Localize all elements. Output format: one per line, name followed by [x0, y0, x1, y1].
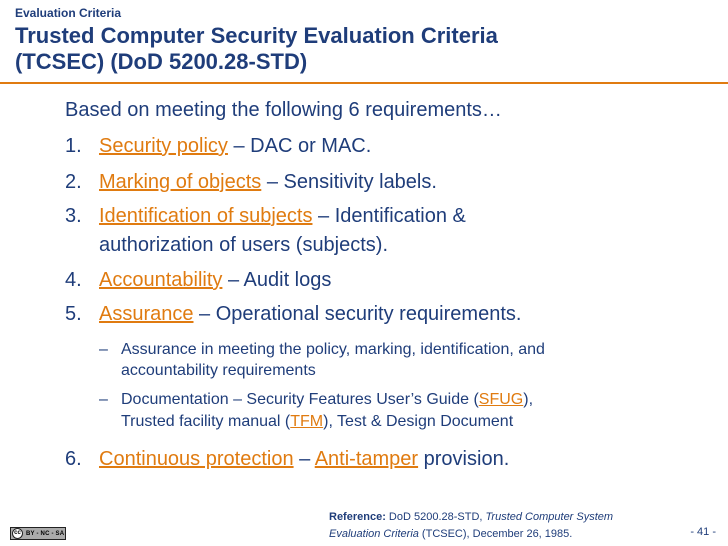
list-item	[99, 268, 331, 292]
sub-text: ), Test & Design Document	[323, 413, 514, 430]
title-line-1: Trusted Computer Security Evaluation Criteria	[15, 23, 498, 48]
item-number: 2.	[65, 171, 82, 193]
reference-italic: Evaluation Criteria	[329, 528, 419, 540]
sub-text: Trusted facility manual (	[121, 413, 291, 430]
sub-item-text-continued: accountability requirements	[121, 362, 316, 379]
term-link[interactable]: Security policy	[99, 135, 228, 157]
sub-text: Documentation – Security Features User’s Guide (	[121, 391, 479, 408]
sub-bullet: –	[99, 391, 108, 408]
list-item	[99, 302, 521, 326]
reference-note	[329, 509, 613, 543]
sub-item-text-continued	[121, 412, 513, 431]
page-number: - 41 -	[690, 526, 716, 538]
list-item	[99, 134, 371, 158]
list-item	[99, 170, 437, 194]
intro-text: Based on meeting the following 6 requirements…	[65, 99, 502, 121]
list-item	[99, 447, 509, 471]
term-link[interactable]: Accountability	[99, 269, 223, 291]
item-text: – Identification &	[312, 205, 466, 227]
item-text: provision.	[418, 448, 510, 470]
reference-line-2	[329, 526, 613, 543]
item-text: –	[293, 448, 315, 470]
list-item	[99, 204, 466, 228]
term-link[interactable]: Assurance	[99, 303, 194, 325]
term-link[interactable]: Identification of subjects	[99, 205, 313, 227]
term-link[interactable]: Marking of objects	[99, 171, 262, 193]
license-text: BY - NC - SA	[26, 530, 65, 537]
item-text: – Audit logs	[222, 269, 332, 291]
item-number: 4.	[65, 269, 82, 291]
sub-bullet: –	[99, 341, 108, 358]
title-line-2: (TCSEC) (DoD 5200.28-STD)	[15, 49, 308, 74]
item-number: 1.	[65, 135, 82, 157]
reference-text: DoD 5200.28-STD,	[385, 511, 486, 523]
cc-icon: cc	[12, 528, 23, 539]
cc-license-badge	[10, 527, 66, 540]
reference-italic: Trusted Computer System	[485, 511, 614, 523]
sub-item-text	[121, 390, 533, 409]
item-number: 5.	[65, 303, 82, 325]
tfm-link[interactable]: TFM	[290, 413, 324, 430]
reference-line-1	[329, 509, 613, 526]
sub-text: ),	[523, 391, 534, 408]
term-link[interactable]: Continuous protection	[99, 448, 294, 470]
section-label: Evaluation Criteria	[15, 6, 122, 20]
item-text: – DAC or MAC.	[227, 135, 372, 157]
title-divider	[0, 82, 728, 84]
item-text-continued: authorization of users (subjects).	[99, 234, 389, 256]
item-number: 6.	[65, 448, 82, 470]
sub-item-text: Assurance in meeting the policy, marking, identification, and	[121, 341, 545, 358]
reference-label: Reference:	[329, 511, 386, 523]
item-text: – Sensitivity labels.	[261, 171, 437, 193]
term-link[interactable]: Anti-tamper	[314, 448, 419, 470]
item-number: 3.	[65, 205, 82, 227]
sfug-link[interactable]: SFUG	[478, 391, 524, 408]
page-title	[15, 23, 498, 75]
item-text: – Operational security requirements.	[193, 303, 522, 325]
reference-text: (TCSEC), December 26, 1985.	[418, 528, 573, 540]
